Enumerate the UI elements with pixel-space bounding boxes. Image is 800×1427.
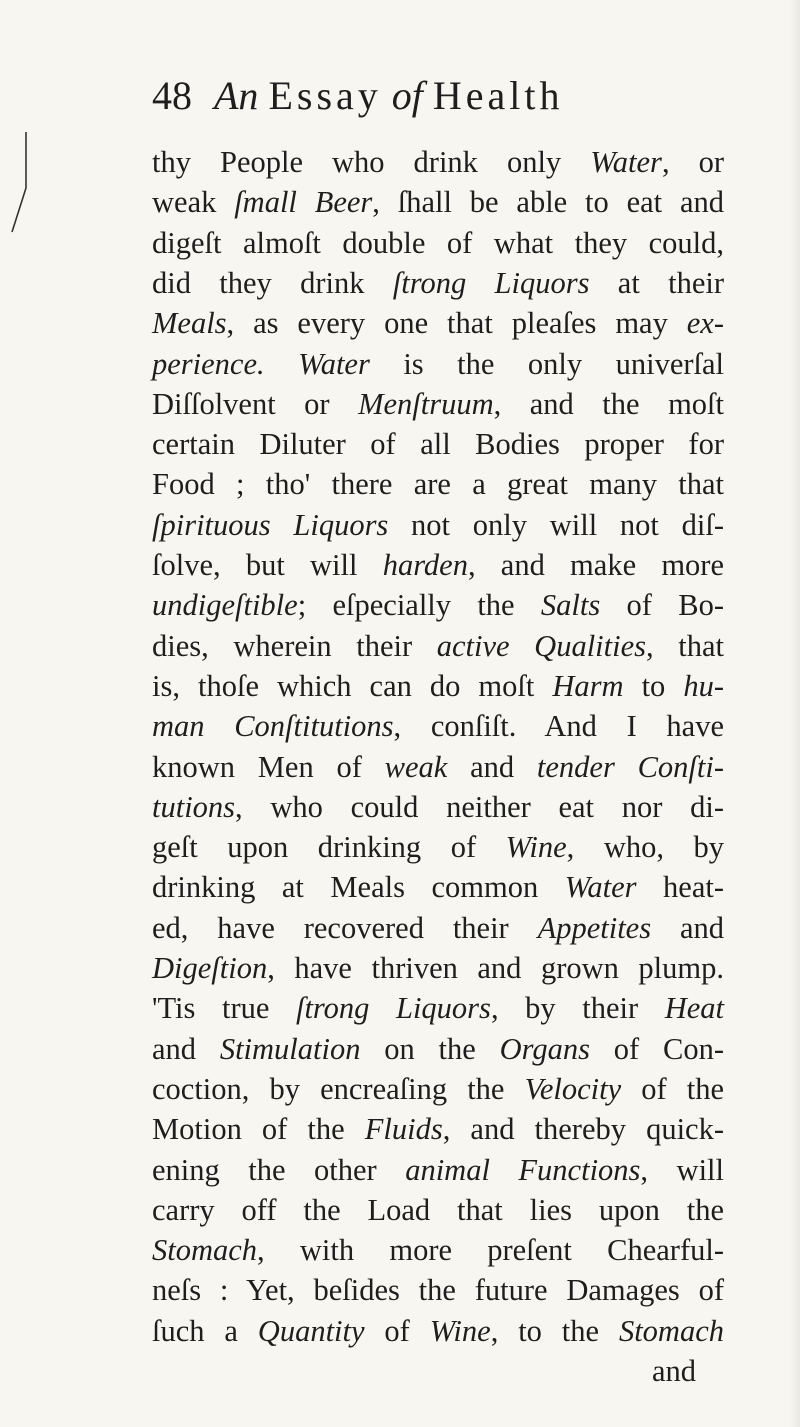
italic-run: Menſtruum — [358, 386, 494, 421]
text-run: neſs : Yet, beſides the future Damages of — [152, 1273, 724, 1308]
text-run: heat- — [636, 870, 724, 905]
text-line — [152, 344, 724, 384]
italic-run: ſpirituous Liquors — [152, 507, 389, 542]
text-line — [152, 908, 724, 948]
text-line — [152, 1069, 724, 1109]
text-line — [152, 1311, 724, 1351]
italic-run: hu- — [683, 668, 724, 703]
margin-pencil-mark — [4, 128, 34, 238]
text-line — [152, 1270, 724, 1310]
italic-run: Heat — [664, 991, 724, 1026]
text-line — [152, 384, 724, 424]
text-run: , will — [640, 1152, 724, 1187]
italic-run: active Qualities — [436, 628, 647, 663]
italic-run: Stomach — [618, 1313, 724, 1348]
text-line — [152, 827, 724, 867]
italic-run: ſtrong Liquors — [295, 991, 491, 1026]
text-line — [152, 1029, 724, 1069]
text-run: , and thereby quick- — [442, 1112, 724, 1147]
text-run: ; eſpecially the — [297, 588, 541, 623]
text-run: and — [152, 1031, 220, 1066]
italic-run: Harm — [552, 668, 624, 703]
text-run: , conſiſt. And I have — [393, 709, 724, 744]
header-word-of: of — [391, 73, 423, 118]
italic-run: Quantity — [257, 1313, 365, 1348]
italic-run: Organs — [499, 1031, 590, 1066]
text-run: thy People who drink only — [152, 145, 591, 179]
italic-run: man Conſtitutions — [152, 709, 394, 744]
text-run: , who, by — [566, 830, 725, 865]
text-run: is, thoſe which can do moſt — [152, 668, 553, 703]
text-line — [152, 747, 724, 787]
text-run: coction, by encreaſing the — [152, 1071, 525, 1106]
italic-run: ex- — [686, 306, 724, 341]
italic-run: weak — [384, 749, 448, 784]
text-line — [152, 988, 724, 1028]
text-run: ſuch a — [152, 1313, 258, 1348]
text-run: and — [651, 910, 725, 945]
text-line — [152, 867, 724, 907]
italic-run: ſmall Beer — [234, 185, 373, 220]
text-run: on the — [360, 1031, 500, 1066]
italic-run: Digeſtion — [152, 951, 268, 985]
text-run: dies, wherein their — [152, 628, 437, 663]
text-line — [152, 223, 724, 263]
text-run: and — [651, 1354, 696, 1388]
text-run: 'Tis true — [152, 991, 296, 1026]
text-line — [152, 142, 724, 182]
page-edge-shadow — [790, 0, 800, 1427]
text-line — [152, 666, 724, 706]
text-run: and — [447, 749, 537, 784]
text-run: , or — [661, 145, 724, 179]
text-run: carry off the Load that lies upon the — [152, 1192, 724, 1227]
italic-run: Appetites — [537, 910, 652, 945]
text-line — [152, 182, 724, 222]
italic-run: Velocity — [524, 1071, 622, 1106]
text-run: , as every one that pleaſes may — [226, 306, 687, 341]
text-run: of — [364, 1313, 430, 1348]
italic-run: ſtrong Liquors — [392, 265, 590, 300]
text-line — [152, 1351, 696, 1391]
text-run: Motion of the — [152, 1112, 365, 1147]
italic-run: Wine — [429, 1313, 491, 1348]
header-word-essay: Essay — [268, 73, 382, 118]
text-line — [152, 263, 724, 303]
text-line — [152, 505, 724, 545]
text-run: Diſſolvent or — [152, 386, 359, 421]
text-run: , with more preſent Chearful- — [257, 1233, 724, 1268]
text-run: ening the other — [152, 1152, 406, 1187]
text-line — [152, 585, 724, 625]
italic-run: Salts — [540, 588, 601, 623]
text-run: , and the moſt — [493, 386, 724, 421]
text-run: is the only univerſal — [369, 346, 725, 381]
text-line — [152, 464, 724, 504]
italic-run: Water — [590, 145, 662, 179]
text-run: of the — [621, 1071, 724, 1106]
text-line — [152, 1109, 724, 1149]
italic-run: undigeſtible — [152, 588, 298, 623]
text-run: at their — [589, 265, 724, 300]
text-run: known Men of — [152, 749, 385, 784]
header-word-an: An — [214, 73, 259, 118]
text-run: of Con- — [590, 1031, 724, 1066]
text-line — [152, 424, 724, 464]
text-run: geſt upon drinking of — [152, 830, 506, 865]
header-word-health: Health — [432, 73, 564, 118]
text-run: , and make more — [467, 548, 724, 582]
text-run: certain Diluter of all Bodies proper for — [152, 427, 724, 462]
italic-run: Stimulation — [219, 1031, 361, 1066]
italic-run: tutions — [152, 789, 236, 824]
running-header — [152, 72, 712, 120]
italic-run: harden — [382, 548, 468, 582]
text-run: Food ; tho' there are a great many that — [152, 467, 724, 502]
italic-run: Wine — [505, 830, 567, 865]
text-run: digeſt almoſt double of what they could, — [152, 225, 724, 260]
italic-run: Stomach — [152, 1233, 258, 1268]
text-line — [152, 787, 724, 827]
page-number: 48 — [152, 73, 192, 118]
text-line — [152, 1190, 724, 1230]
text-run: drinking at Meals common — [152, 870, 565, 905]
text-run: not only will not diſ- — [388, 507, 724, 542]
italic-run: Meals — [152, 306, 227, 341]
italic-run: Fluids — [364, 1112, 443, 1147]
text-run: did they drink — [152, 265, 393, 300]
text-run: , by their — [490, 991, 665, 1026]
text-line — [152, 626, 724, 666]
italic-run: animal Functions — [405, 1152, 641, 1187]
text-line — [152, 948, 724, 988]
text-line — [152, 545, 724, 585]
text-run: , who could neither eat nor di- — [235, 789, 724, 824]
text-line — [152, 303, 724, 343]
text-run: , ſhall be able to eat and — [372, 185, 724, 220]
text-run: , to the — [490, 1313, 619, 1348]
text-run: , that — [646, 628, 724, 663]
text-run: of Bo- — [600, 588, 724, 623]
text-line — [152, 1230, 724, 1270]
text-run: ed, have recovered their — [152, 910, 538, 945]
italic-run: Water — [564, 870, 637, 905]
text-run: , have thriven and grown plump. — [267, 951, 724, 985]
italic-run: tender Conſti- — [536, 749, 724, 784]
text-line — [152, 1150, 724, 1190]
text-run: ſolve, but will — [152, 548, 383, 582]
text-run: to — [623, 668, 684, 703]
italic-run: perience. Water — [152, 346, 370, 381]
text-run: weak — [152, 185, 235, 220]
text-line — [152, 706, 724, 746]
